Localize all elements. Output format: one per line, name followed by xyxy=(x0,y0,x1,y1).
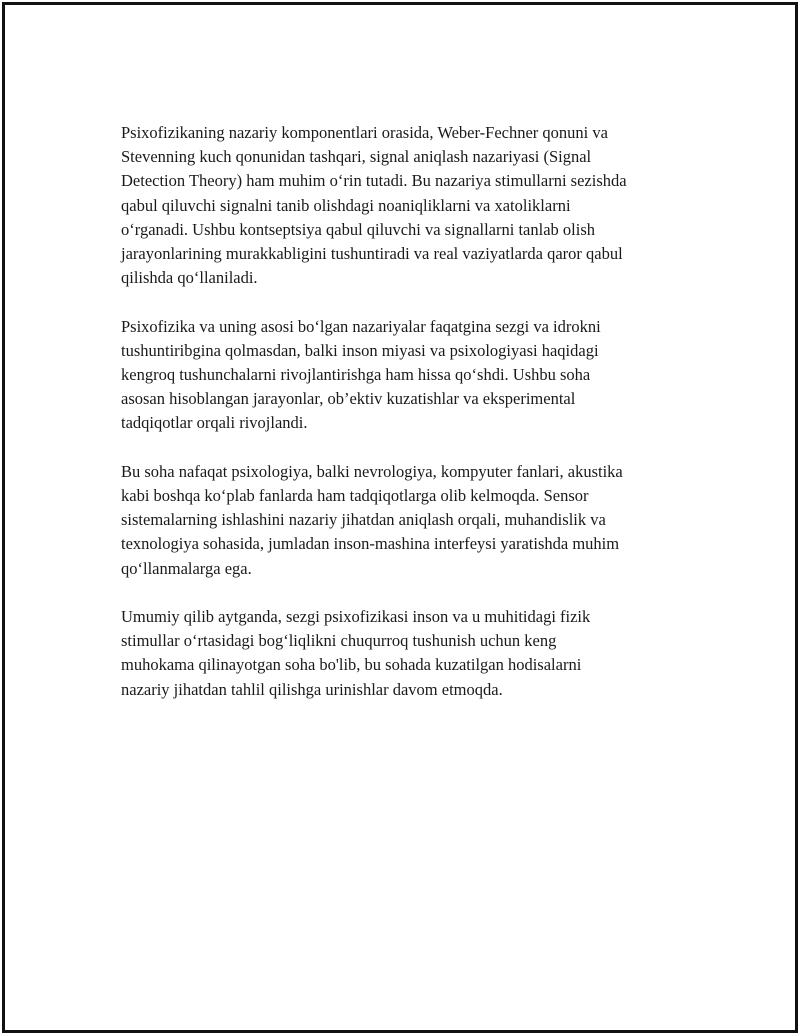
paragraph-3: Bu soha nafaqat psixologiya, balki nevrologiya, kompyuter fanlari, akustika kabi boshqa ko‘plab fanlarda ham tadqiqotlarga olib kelmoqda. Sensor sistemalarning ishlashini nazariy jihatdan aniqlash orqali, muhandislik va texnologiya sohasida, jumladan inson-mashina interfeysi yaratishda muhim qo‘llanmalarga ega. xyxy=(121,461,623,578)
paragraph-4: Umumiy qilib aytganda, sezgi psixofizikasi inson va u muhitidagi fizik stimullar o‘rtasidagi bog‘liqlikni chuqurroq tushunish uchun keng muhokama qilinayotgan soha bo'lib, bu sohada kuzatilgan hodisalarni nazariy jihatdan tahlil qilishga urinishlar davom etmoqda. xyxy=(121,607,591,699)
paragraph-1: Psixofizikaning nazariy komponentlari orasida, Weber-Fechner qonuni va Stevenning kuch qonunidan tashqari, signal aniqlash nazariyasi (Signal Detection Theory) ham muhim o‘rin tutadi. Bu nazariya stimullarni sezishda qabul qiluvchi signalni tanib olishdagi noaniqliklarni va xatoliklarni o‘rganadi. Ushbu kontseptsiya qabul qiluvchi va signallarni tanlab olish jarayonlarining murakkabligini tushuntiradi va real vaziyatlarda qaror qabul qilishda qo‘llaniladi. xyxy=(121,123,627,288)
document-body xyxy=(121,121,691,726)
page-frame xyxy=(2,2,798,1033)
paragraph-2: Psixofizika va uning asosi bo‘lgan nazariyalar faqatgina sezgi va idrokni tushuntiribgina qolmasdan, balki inson miyasi va psixologiyasi haqidagi kengroq tushunchalarni rivojlantirishga ham hissa qo‘shdi. Ushbu soha asosan hisoblangan jarayonlar, ob’ektiv kuzatishlar va eksperimental tadqiqotlar orqali rivojlandi. xyxy=(121,316,601,433)
